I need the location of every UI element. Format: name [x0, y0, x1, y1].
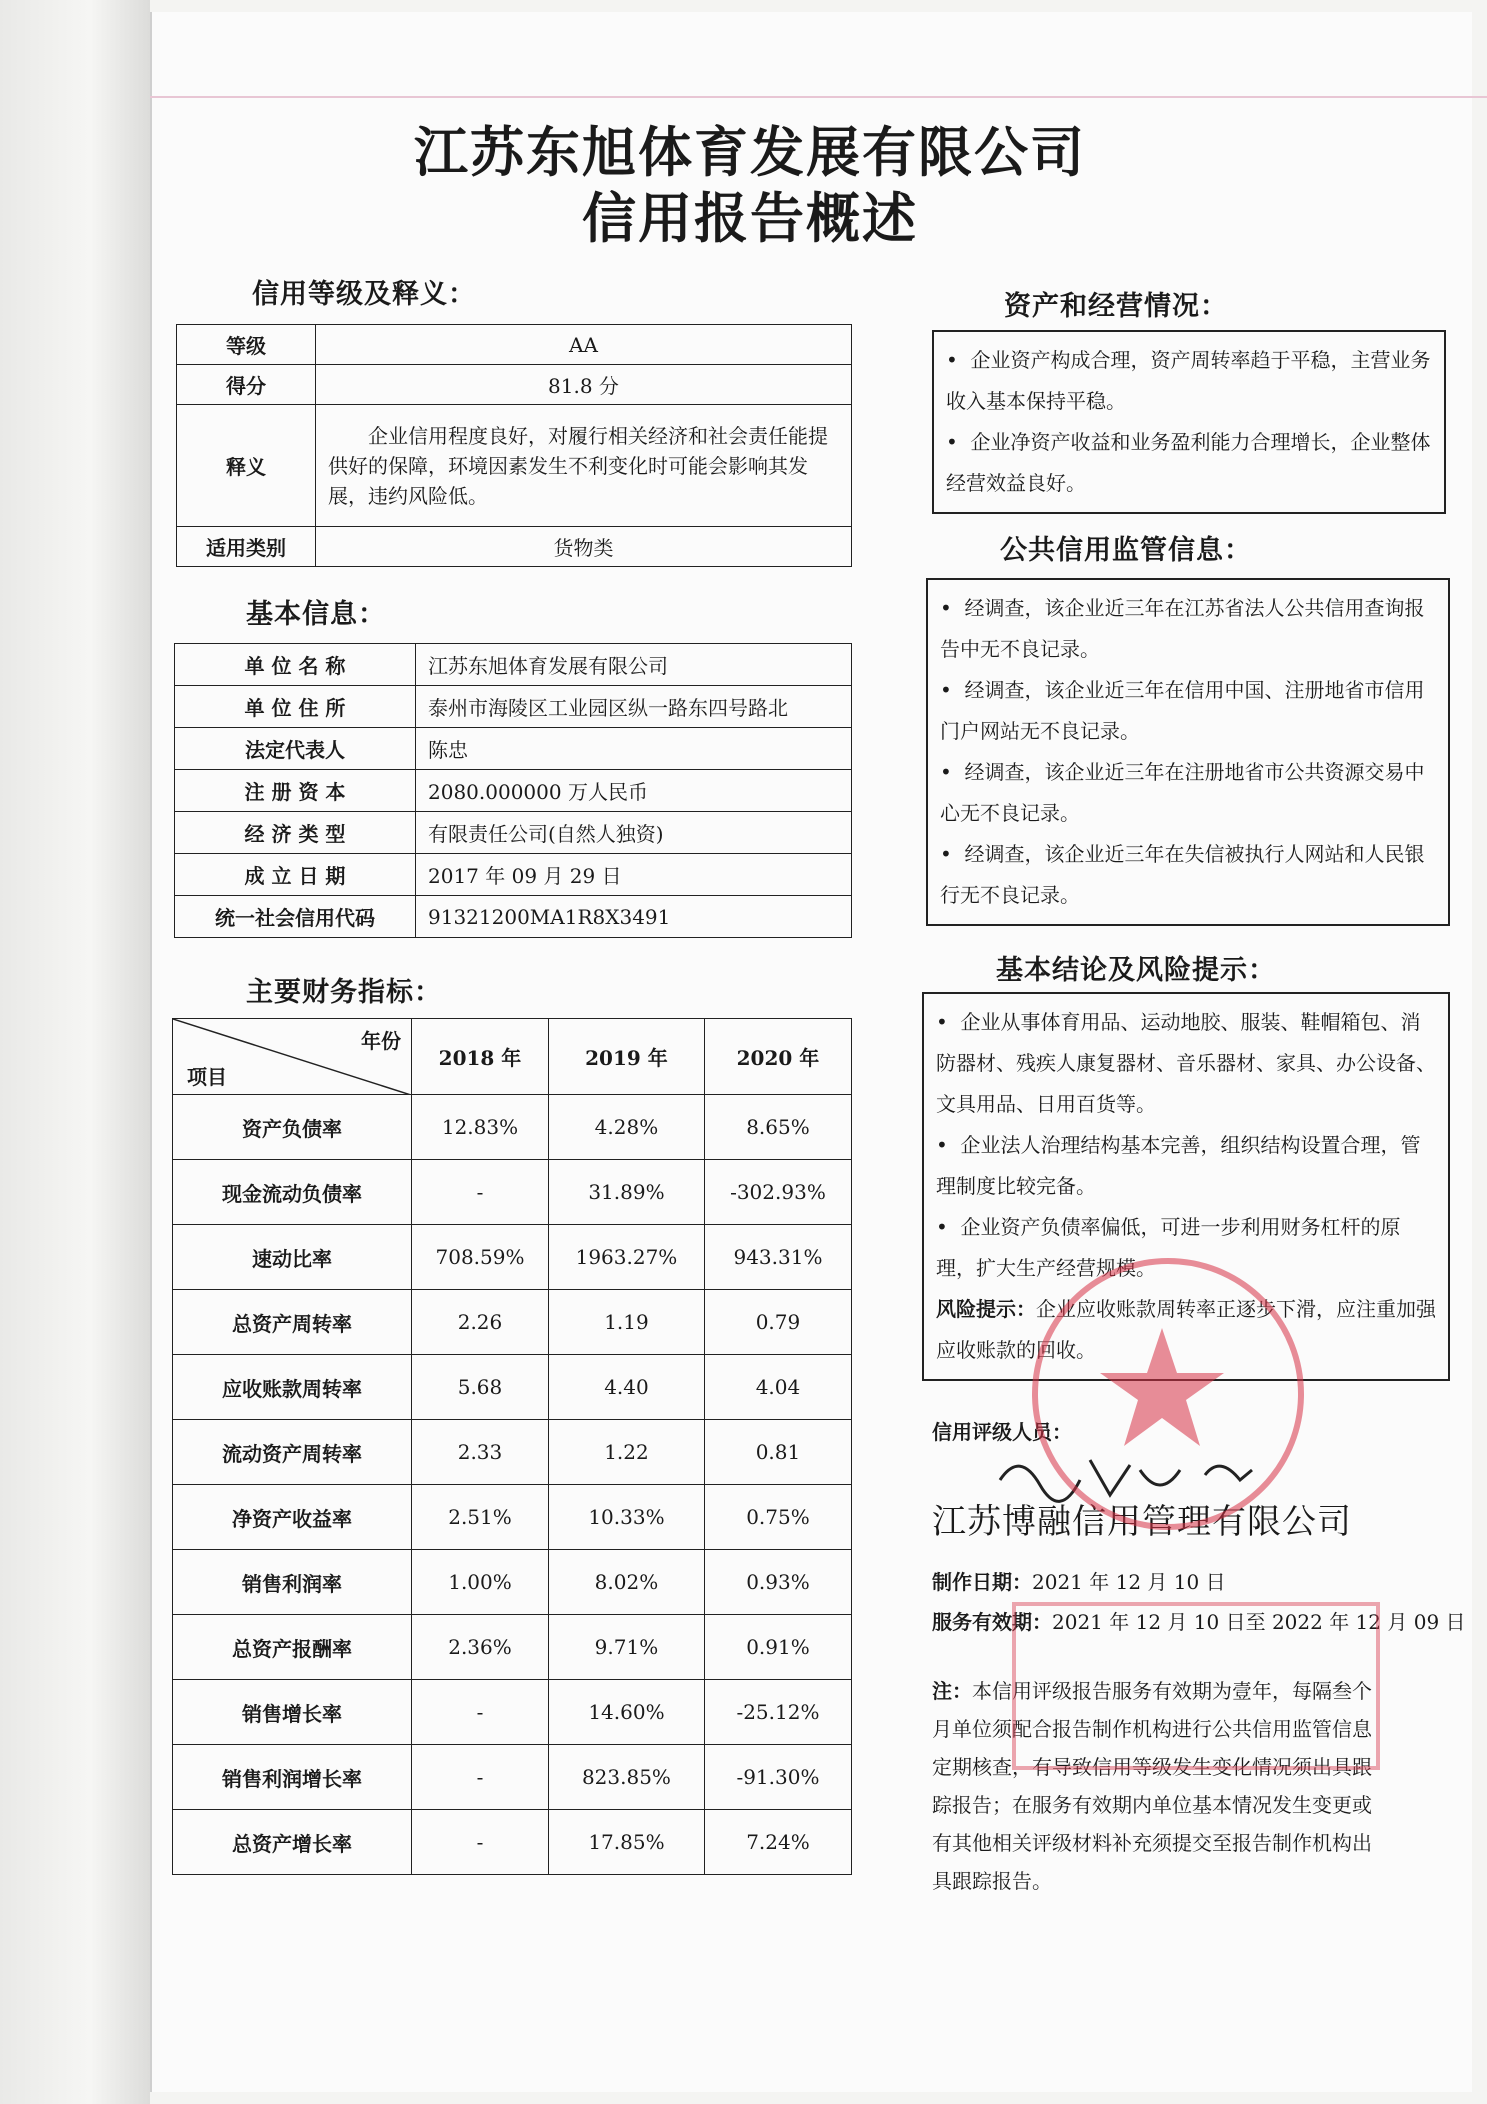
- public-heading: 公共信用监管信息：: [1000, 535, 1252, 566]
- agency-name: 江苏博融信用管理有限公司: [932, 1502, 1352, 1542]
- finance-value: -: [412, 1160, 549, 1225]
- year-header: 2020 年: [704, 1019, 851, 1095]
- year-header: 2019 年: [548, 1019, 704, 1095]
- finance-item: 销售利润增长率: [173, 1745, 412, 1810]
- credit-row-category: [177, 527, 852, 567]
- basic-row: [175, 812, 852, 854]
- rater-label: 信用评级人员：: [932, 1420, 1072, 1444]
- finance-row: [173, 1485, 852, 1550]
- finance-value: -91.30%: [704, 1745, 851, 1810]
- credit-value: AA: [316, 325, 852, 365]
- make-date: 制作日期：2021 年 12 月 10 日: [932, 1570, 1226, 1594]
- bullet-icon: •: [936, 1010, 948, 1034]
- finance-row: [173, 1095, 852, 1160]
- credit-row-score: [177, 365, 852, 405]
- finance-corner: [173, 1019, 412, 1095]
- credit-table: [176, 324, 852, 567]
- finance-row: [173, 1225, 852, 1290]
- basic-value: 有限责任公司(自然人独资): [416, 812, 852, 854]
- finance-value: -: [412, 1810, 549, 1875]
- finance-value: 7.24%: [704, 1810, 851, 1875]
- finance-item: 总资产报酬率: [173, 1615, 412, 1680]
- public-item: • 经调查，该企业近三年在注册地省市公共资源交易中心无不良记录。: [940, 760, 1425, 825]
- finance-value: 708.59%: [412, 1225, 549, 1290]
- basic-label: 单 位 名 称: [175, 644, 416, 686]
- company-seal-stamp: [1032, 1258, 1304, 1530]
- assets-heading: 资产和经营情况：: [1004, 291, 1228, 322]
- finance-value: 943.31%: [704, 1225, 851, 1290]
- basic-label: 统一社会信用代码: [175, 896, 416, 938]
- basic-table: [174, 643, 852, 938]
- basic-value: 2017 年 09 月 29 日: [416, 854, 852, 896]
- basic-label: 注 册 资 本: [175, 770, 416, 812]
- bullet-icon: •: [940, 760, 952, 784]
- public-item: • 经调查，该企业近三年在信用中国、注册地省市信用门户网站无不良记录。: [940, 678, 1425, 743]
- assets-item: • 企业资产构成合理，资产周转率趋于平稳，主营业务收入基本保持平稳。: [946, 348, 1431, 413]
- finance-value: 0.91%: [704, 1615, 851, 1680]
- finance-value: 8.65%: [704, 1095, 851, 1160]
- finance-item: 现金流动负债率: [173, 1160, 412, 1225]
- credit-row-meaning: [177, 405, 852, 527]
- basic-value: 91321200MA1R8X3491: [416, 896, 852, 938]
- finance-value: 2.36%: [412, 1615, 549, 1680]
- finance-row: [173, 1160, 852, 1225]
- basic-row: [175, 770, 852, 812]
- finance-value: -302.93%: [704, 1160, 851, 1225]
- corner-item-label: 项目: [187, 1065, 227, 1089]
- credit-heading: 信用等级及释义：: [252, 279, 476, 310]
- bullet-icon: •: [940, 596, 952, 620]
- finance-value: 2.51%: [412, 1485, 549, 1550]
- basic-label: 法定代表人: [175, 728, 416, 770]
- finance-value: 1.22: [548, 1420, 704, 1485]
- year-header: 2018 年: [412, 1019, 549, 1095]
- finance-table: [172, 1018, 852, 1875]
- finance-value: 4.04: [704, 1355, 851, 1420]
- finance-row: [173, 1615, 852, 1680]
- bullet-icon: •: [946, 348, 958, 372]
- fold-line: [150, 96, 1487, 98]
- conclusion-heading: 基本结论及风险提示：: [996, 955, 1276, 986]
- finance-value: 5.68: [412, 1355, 549, 1420]
- credit-row-grade: [177, 325, 852, 365]
- basic-row: [175, 728, 852, 770]
- corner-year-label: 年份: [361, 1029, 401, 1053]
- finance-item: 销售利润率: [173, 1550, 412, 1615]
- finance-value: 8.02%: [548, 1550, 704, 1615]
- finance-value: 0.75%: [704, 1485, 851, 1550]
- credit-value: 货物类: [316, 527, 852, 567]
- basic-row: [175, 896, 852, 938]
- assets-item: • 企业净资产收益和业务盈利能力合理增长，企业整体经营效益良好。: [946, 430, 1431, 495]
- finance-value: 1.00%: [412, 1550, 549, 1615]
- finance-item: 总资产周转率: [173, 1290, 412, 1355]
- footnote: 注：本信用评级报告服务有效期为壹年，每隔叁个月单位须配合报告制作机构进行公共信用监管信息定期核查，有导致信用等级发生变化情况须出具跟踪报告；在服务有效期内单位基本情况发生变更或有其他相关评级材料补充须提交至报告制作机构出具跟踪报告。: [932, 1679, 1372, 1893]
- company-title: 江苏东旭体育发展有限公司: [414, 120, 1086, 184]
- credit-label: 释义: [177, 405, 316, 527]
- finance-value: 1963.27%: [548, 1225, 704, 1290]
- finance-row: [173, 1745, 852, 1810]
- finance-header-row: [173, 1019, 852, 1095]
- finance-value: 9.71%: [548, 1615, 704, 1680]
- document-title: 信用报告概述: [582, 186, 918, 250]
- basic-heading: 基本信息：: [246, 599, 386, 630]
- basic-label: 经 济 类 型: [175, 812, 416, 854]
- basic-row: [175, 686, 852, 728]
- basic-value: 2080.000000 万人民币: [416, 770, 852, 812]
- finance-row: [173, 1290, 852, 1355]
- finance-item: 总资产增长率: [173, 1810, 412, 1875]
- finance-value: 4.40: [548, 1355, 704, 1420]
- finance-item: 资产负债率: [173, 1095, 412, 1160]
- bullet-icon: •: [940, 678, 952, 702]
- finance-value: 1.19: [548, 1290, 704, 1355]
- finance-value: 17.85%: [548, 1810, 704, 1875]
- finance-item: 速动比率: [173, 1225, 412, 1290]
- risk-label: 风险提示：: [936, 1297, 1036, 1321]
- finance-row: [173, 1810, 852, 1875]
- credit-label: 等级: [177, 325, 316, 365]
- finance-row: [173, 1550, 852, 1615]
- finance-value: 12.83%: [412, 1095, 549, 1160]
- credit-value: 企业信用程度良好，对履行相关经济和社会责任能提供好的保障，环境因素发生不利变化时可能会影响其发展，违约风险低。: [316, 405, 852, 527]
- finance-value: 31.89%: [548, 1160, 704, 1225]
- bullet-icon: •: [936, 1215, 948, 1239]
- public-box: [926, 578, 1450, 926]
- conclusion-item: • 企业法人治理结构基本完善，组织结构设置合理，管理制度比较完备。: [936, 1133, 1421, 1198]
- scan-fold-margin: [0, 0, 150, 2104]
- credit-label: 适用类别: [177, 527, 316, 567]
- basic-label: 单 位 住 所: [175, 686, 416, 728]
- finance-value: -: [412, 1680, 549, 1745]
- finance-value: 14.60%: [548, 1680, 704, 1745]
- conclusion-item: • 企业从事体育用品、运动地胶、服装、鞋帽箱包、消防器材、残疾人康复器材、音乐器材、家具、办公设备、文具用品、日用百货等。: [936, 1010, 1436, 1116]
- finance-item: 流动资产周转率: [173, 1420, 412, 1485]
- public-item: • 经调查，该企业近三年在江苏省法人公共信用查询报告中无不良记录。: [940, 596, 1425, 661]
- basic-value: 江苏东旭体育发展有限公司: [416, 644, 852, 686]
- basic-value: 泰州市海陵区工业园区纵一路东四号路北: [416, 686, 852, 728]
- finance-row: [173, 1355, 852, 1420]
- finance-value: 823.85%: [548, 1745, 704, 1810]
- finance-value: 2.33: [412, 1420, 549, 1485]
- finance-value: 10.33%: [548, 1485, 704, 1550]
- bullet-icon: •: [946, 430, 958, 454]
- finance-value: 0.93%: [704, 1550, 851, 1615]
- credit-value: 81.8 分: [316, 365, 852, 405]
- basic-row: [175, 644, 852, 686]
- report-stamp: [1012, 1602, 1380, 1770]
- bullet-icon: •: [940, 842, 952, 866]
- bullet-icon: •: [936, 1133, 948, 1157]
- finance-value: 0.81: [704, 1420, 851, 1485]
- finance-value: 4.28%: [548, 1095, 704, 1160]
- basic-label: 成 立 日 期: [175, 854, 416, 896]
- basic-row: [175, 854, 852, 896]
- risk-text: 企业应收账款周转率正逐步下滑，应注重加强应收账款的回收。: [936, 1297, 1436, 1362]
- finance-heading: 主要财务指标：: [246, 977, 442, 1008]
- basic-value: 陈忠: [416, 728, 852, 770]
- finance-value: 0.79: [704, 1290, 851, 1355]
- finance-value: 2.26: [412, 1290, 549, 1355]
- valid-period: 服务有效期：2021 年 12 月 10 日至 2022 年 12 月 09 日: [932, 1610, 1466, 1634]
- conclusion-item: • 企业资产负债率偏低，可进一步利用财务杠杆的原理，扩大生产经营规模。: [936, 1215, 1401, 1280]
- finance-value: -: [412, 1745, 549, 1810]
- finance-value: -25.12%: [704, 1680, 851, 1745]
- finance-item: 销售增长率: [173, 1680, 412, 1745]
- finance-item: 应收账款周转率: [173, 1355, 412, 1420]
- finance-row: [173, 1680, 852, 1745]
- credit-label: 得分: [177, 365, 316, 405]
- finance-item: 净资产收益率: [173, 1485, 412, 1550]
- public-item: • 经调查，该企业近三年在失信被执行人网站和人民银行无不良记录。: [940, 842, 1425, 907]
- assets-box: [932, 330, 1446, 514]
- finance-row: [173, 1420, 852, 1485]
- star-icon: [1032, 1258, 1292, 1518]
